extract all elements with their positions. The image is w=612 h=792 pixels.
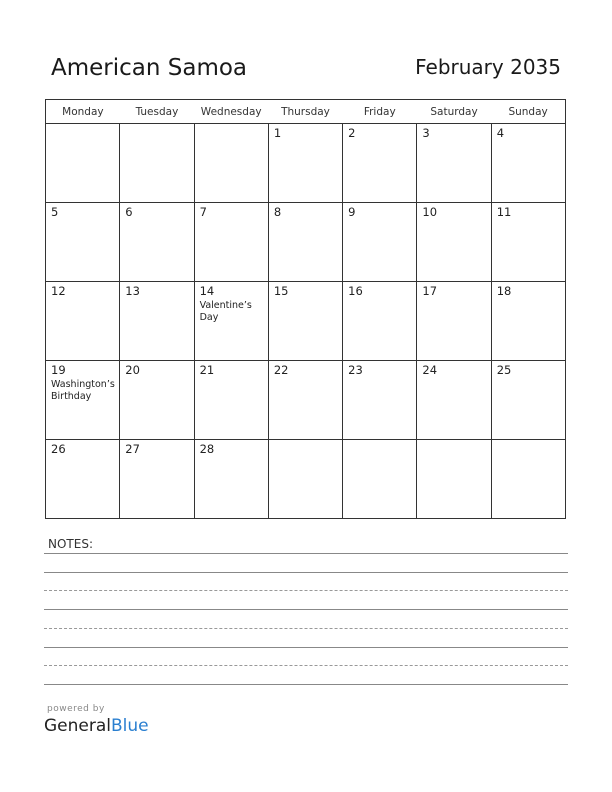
day-cell xyxy=(46,124,120,203)
day-number: 13 xyxy=(125,284,140,298)
weekday-header-row xyxy=(46,100,566,124)
day-number: 4 xyxy=(496,126,505,140)
notes-line xyxy=(44,647,568,648)
day-number: 24 xyxy=(422,363,438,377)
week-row xyxy=(46,440,566,519)
calendar-month-title: February 2035 xyxy=(415,55,561,79)
logo-text-general: General xyxy=(44,716,111,736)
day-number: 10 xyxy=(422,205,438,219)
day-cell xyxy=(268,361,342,440)
holiday-label: Valentine’s Day xyxy=(199,300,252,323)
day-cell xyxy=(417,124,491,203)
day-cell xyxy=(343,361,417,440)
day-cell xyxy=(417,203,491,282)
day-cell xyxy=(491,203,565,282)
day-number: 23 xyxy=(348,363,363,377)
day-cell xyxy=(194,203,268,282)
day-cell xyxy=(343,124,417,203)
notes-line xyxy=(44,609,568,610)
day-number: 3 xyxy=(422,126,430,140)
notes-label: NOTES: xyxy=(48,537,93,551)
weekday-friday: Friday xyxy=(343,100,417,124)
day-number: 12 xyxy=(51,284,66,298)
day-cell xyxy=(268,440,342,519)
day-cell xyxy=(194,124,268,203)
day-cell xyxy=(120,282,194,361)
day-cell xyxy=(120,124,194,203)
day-number: 6 xyxy=(125,205,133,219)
day-cell xyxy=(268,282,342,361)
day-cell xyxy=(491,361,565,440)
day-cell xyxy=(194,282,268,361)
day-cell xyxy=(343,203,417,282)
day-number: 9 xyxy=(348,205,356,219)
day-cell xyxy=(268,124,342,203)
day-number: 1 xyxy=(273,126,282,140)
notes-line xyxy=(44,628,568,629)
day-number: 19 xyxy=(51,363,66,377)
day-cell xyxy=(120,440,194,519)
day-cell xyxy=(268,203,342,282)
calendar-grid xyxy=(45,99,566,519)
day-number: 7 xyxy=(199,205,207,219)
day-cell xyxy=(194,440,268,519)
day-number: 25 xyxy=(496,363,512,377)
day-cell xyxy=(491,282,565,361)
day-number: 5 xyxy=(51,205,59,219)
day-number: 21 xyxy=(199,363,215,377)
day-cell xyxy=(120,361,194,440)
day-cell xyxy=(417,440,491,519)
weekday-sunday: Sunday xyxy=(491,100,565,124)
notes-line xyxy=(44,590,568,591)
day-number: 16 xyxy=(348,284,363,298)
notes-line xyxy=(44,665,568,666)
weekday-tuesday: Tuesday xyxy=(120,100,194,124)
day-number: 2 xyxy=(348,126,356,140)
day-cell xyxy=(194,361,268,440)
day-number: 28 xyxy=(199,442,215,456)
weekday-wednesday: Wednesday xyxy=(194,100,268,124)
day-number: 15 xyxy=(273,284,289,298)
week-row xyxy=(46,124,566,203)
powered-by-text: powered by xyxy=(47,704,105,714)
weekday-thursday: Thursday xyxy=(268,100,342,124)
day-number: 26 xyxy=(51,442,66,456)
day-number: 8 xyxy=(273,205,282,219)
day-number: 11 xyxy=(496,205,512,219)
day-number: 14 xyxy=(199,284,215,298)
day-number: 17 xyxy=(422,284,438,298)
logo-text-blue: Blue xyxy=(111,716,149,736)
day-cell xyxy=(46,282,120,361)
weekday-saturday: Saturday xyxy=(417,100,491,124)
day-cell xyxy=(46,203,120,282)
week-row xyxy=(46,203,566,282)
day-cell xyxy=(343,440,417,519)
calendar-country-title: American Samoa xyxy=(51,55,248,81)
day-number: 18 xyxy=(496,284,512,298)
weekday-monday: Monday xyxy=(46,100,120,124)
day-cell xyxy=(46,361,120,440)
day-number: 27 xyxy=(125,442,140,456)
day-cell xyxy=(46,440,120,519)
day-number: 22 xyxy=(273,363,289,377)
week-row xyxy=(46,282,566,361)
day-cell xyxy=(417,361,491,440)
holiday-label: Washington’s Birthday xyxy=(51,379,115,402)
day-cell xyxy=(120,203,194,282)
notes-line xyxy=(44,553,568,554)
notes-line xyxy=(44,684,568,685)
day-number: 20 xyxy=(125,363,140,377)
day-cell xyxy=(491,440,565,519)
day-cell xyxy=(491,124,565,203)
generalblue-logo[interactable] xyxy=(44,716,149,736)
week-row xyxy=(46,361,566,440)
day-cell xyxy=(343,282,417,361)
notes-line xyxy=(44,572,568,573)
day-cell xyxy=(417,282,491,361)
